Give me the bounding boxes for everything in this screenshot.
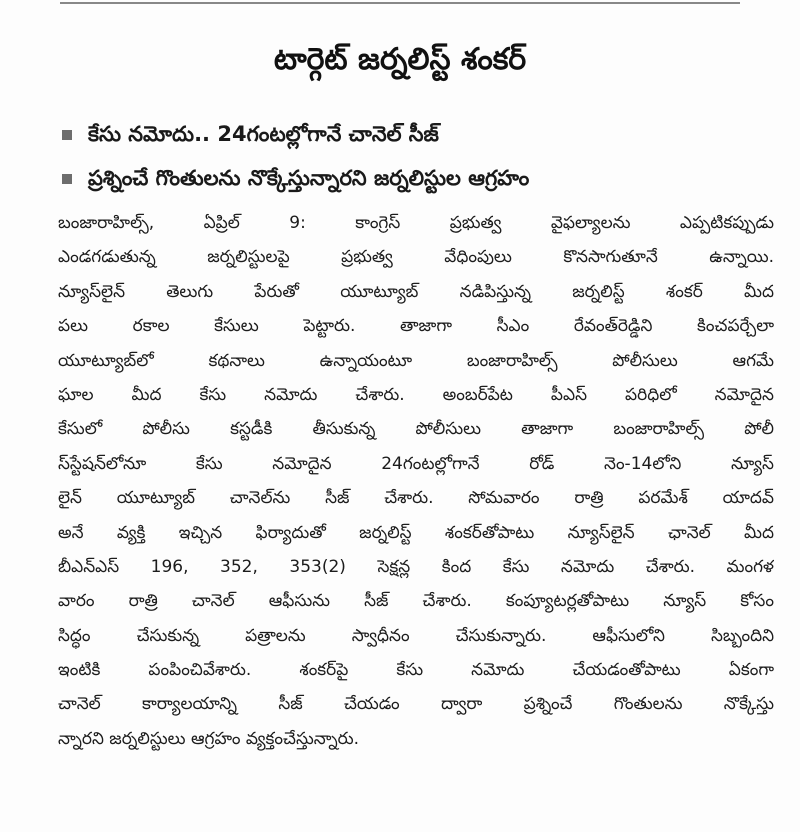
article-line: కేసులో పోలీసు కస్టడీకి తీసుకున్న పోలీసులు తాజాగా బంజారాహిల్స్ పోలీ: [58, 419, 774, 440]
subheadline-item: [62, 112, 782, 156]
subheadline-item: [62, 156, 782, 200]
article-line: చానెల్ కార్యాలయాన్ని సీజ్ చేయడం ద్వారా ప్రశ్నించే గొంతులను నొక్కేస్తు: [58, 694, 774, 715]
square-bullet-icon: [62, 130, 72, 140]
headline: టార్గెట్ జర్నలిస్ట్ శంకర్: [273, 42, 527, 77]
article-line: న్నారని జర్నలిస్టులు ఆగ్రహం వ్యక్తంచేస్తున్నారు.: [58, 728, 360, 749]
article-line: ఇంటికి పంపించివేశారు. శంకర్‌పై కేసు నమోదు చేయడంతోపాటు ఏకంగా: [58, 660, 774, 681]
article-line: వారం రాత్రి చానెల్ ఆఫీసును సీజ్ చేశారు. కంప్యూటర్లతోపాటు న్యూస్ కోసం: [58, 591, 774, 612]
article-line: న్యూస్‌లైన్ తెలుగు పేరుతో యూట్యూబ్ నడిపిస్తున్న జర్నలిస్ట్ శంకర్ మీద: [58, 281, 774, 302]
article-line: పలు రకాల కేసులు పెట్టారు. తాజాగా సీఎం రేవంత్‌రెడ్డిని కించపర్చేలా: [58, 316, 774, 337]
article-line: బీఎన్ఎస్ 196, 352, 353(2) సెక్షన్ల కింద కేసు నమోదు చేశారు. మంగళ: [58, 556, 774, 577]
top-rule-divider: [60, 2, 740, 4]
subheadline-text: ప్రశ్నించే గొంతులను నొక్కేస్తున్నారని జర్నలిస్టుల ఆగ్రహం: [88, 166, 530, 190]
article-line: ఎండగడుతున్న జర్నలిస్టులపై ప్రభుత్వ వేధింపులు కొనసాగుతూనే ఉన్నాయి.: [58, 247, 774, 268]
article-line: లైన్ యూట్యూబ్ చానెల్‌ను సీజ్ చేశారు. సోమవారం రాత్రి పరమేశ్ యాదవ్: [58, 488, 774, 509]
article-body: [58, 206, 774, 756]
article-line: ఘాల మీద కేసు నమోదు చేశారు. అంబర్‌పేట పీఎస్ పరిధిలో నమోదైన: [58, 384, 774, 405]
subheadline-list: [62, 112, 782, 200]
article-line: స్‌స్టేషన్‌లోనూ కేసు నమోదైన 24గంటల్లోగానే రోడ్ నెం-14లోని న్యూస్: [58, 453, 774, 474]
article-line: బంజారాహిల్స్, ఏప్రిల్ 9: కాంగ్రెస్ ప్రభుత్వ వైఫల్యాలను ఎప్పటికప్పుడు: [58, 213, 774, 233]
article-line: యూట్యూబ్‌లో కథనాలు ఉన్నాయంటూ బంజారాహిల్స్ పోలీసులు ఆగమే: [58, 350, 774, 371]
square-bullet-icon: [62, 174, 72, 184]
article-line: సిద్ధం చేసుకున్న పత్రాలను స్వాధీనం చేసుకున్నారు. ఆఫీసులోని సిబ్బందిని: [58, 625, 774, 646]
article-line: అనే వ్యక్తి ఇచ్చిన ఫిర్యాదుతో జర్నలిస్ట్ శంకర్‌తోపాటు న్యూస్‌లైన్ ఛానెల్ మీద: [58, 522, 774, 543]
subheadline-text: కేసు నమోదు.. 24గంటల్లోగానే చానెల్ సీజ్: [88, 122, 439, 146]
